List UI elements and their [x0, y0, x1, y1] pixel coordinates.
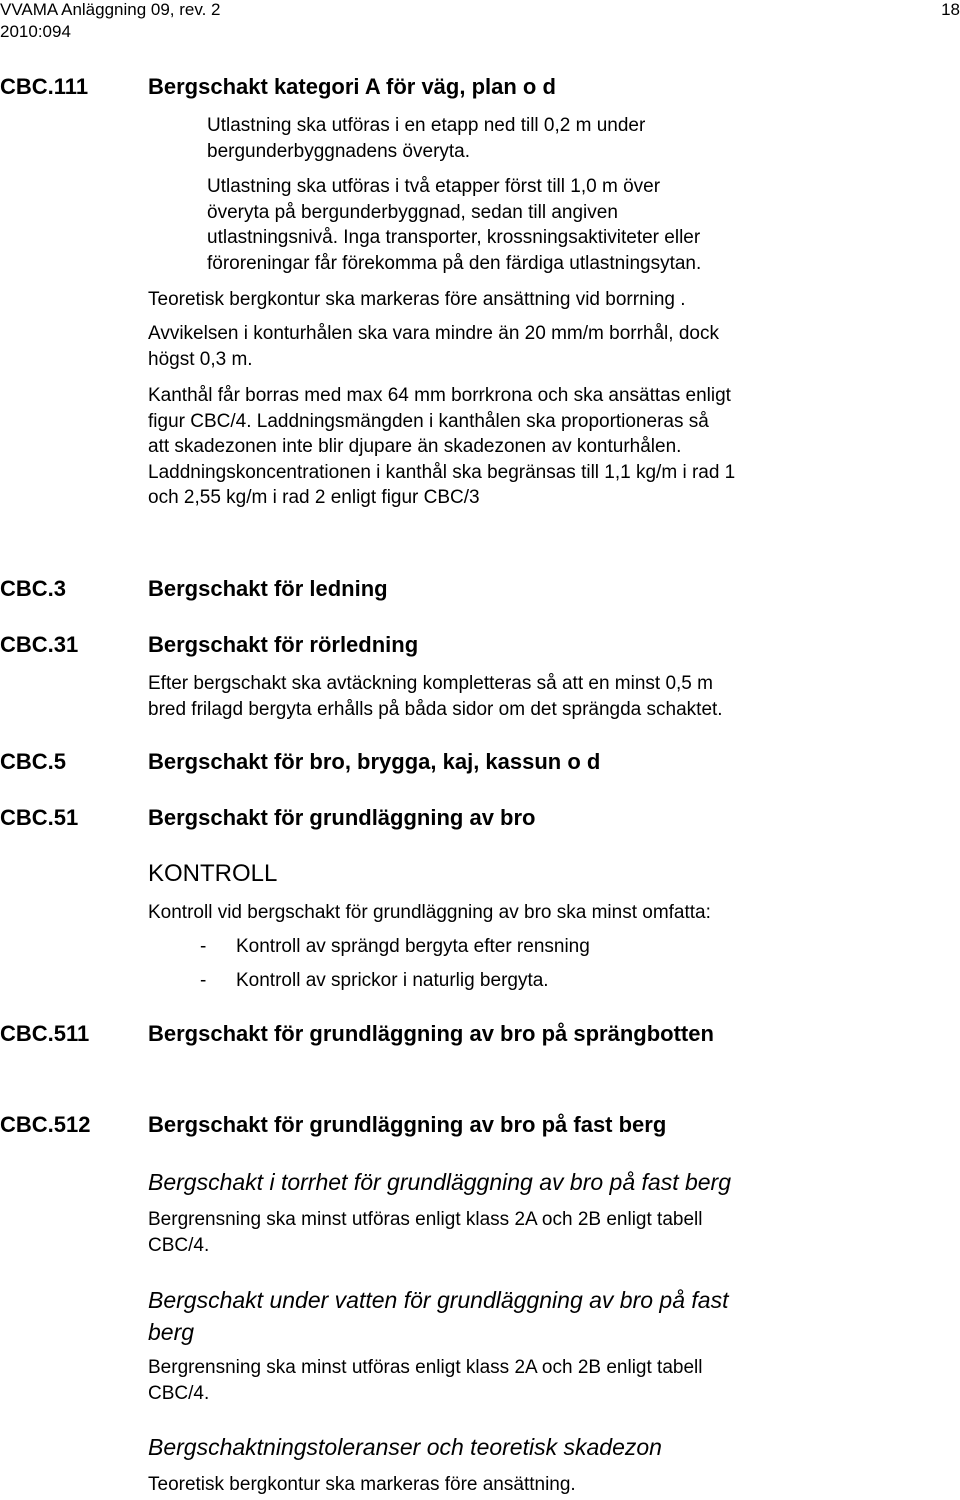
text-line: utlastningsnivå. Inga transporter, krossningsaktiviteter eller [207, 227, 701, 248]
section-code: CBC.51 [0, 805, 79, 830]
section-title: Bergschakt för ledning [148, 576, 388, 601]
text-line: Laddningskoncentrationen i kanthål ska begränsas till 1,1 kg/m i rad 1 [148, 461, 736, 483]
text-line: figur CBC/4. Laddningsmängden i kanthålen ska proportioneras så [148, 410, 709, 432]
section-title: Bergschakt för grundläggning av bro [148, 805, 536, 830]
kontroll-heading: KONTROLL [148, 860, 278, 887]
paragraph [148, 383, 735, 511]
list-item: Kontroll av sprickor i naturlig bergyta. [236, 970, 549, 991]
paragraph [148, 1355, 702, 1406]
paragraph [148, 1207, 702, 1258]
text-line: CBC/4. [148, 1234, 210, 1256]
text-line: och 2,55 kg/m i rad 2 enligt figur CBC/3 [148, 487, 480, 508]
indented-paragraph [207, 113, 701, 276]
text-line: bergunderbyggnadens överyta. [207, 140, 471, 162]
section-code: CBC.3 [0, 576, 67, 601]
text-line: berg [148, 1319, 195, 1345]
text-line: Bergrensning ska minst utföras enligt klass 2A och 2B enligt tabell [148, 1357, 703, 1378]
text-line: Bergrensning ska minst utföras enligt klass 2A och 2B enligt tabell [148, 1209, 703, 1230]
section-title: Bergschakt kategori A för väg, plan o d [148, 74, 556, 99]
subsection-title: Bergschaktningstoleranser och teoretisk skadezon [148, 1434, 662, 1460]
paragraph: Teoretisk bergkontur ska markeras före ansättning vid borrning . [148, 289, 686, 310]
text-line: högst 0,3 m. [148, 348, 253, 370]
section-title: Bergschakt för bro, brygga, kaj, kassun o d [148, 749, 601, 774]
list-item-dash: - [200, 970, 207, 991]
section-title: Bergschakt för grundläggning av bro på sprängbotten [148, 1021, 714, 1046]
header-document-title: VVAMA Anläggning 09, rev. 2 [0, 0, 221, 19]
text-line: Bergschakt under vatten för grundläggning av bro på fast [148, 1287, 729, 1313]
text-line: föroreningar får förekomma på den färdiga utlastningsytan. [207, 252, 702, 274]
text-line: Utlastning ska utföras i en etapp ned till 0,2 m under [207, 115, 646, 136]
paragraph [148, 321, 719, 372]
section-title: Bergschakt för grundläggning av bro på fast berg [148, 1112, 667, 1137]
text-line: bred frilagd bergyta erhålls på båda sidor om det sprängda schaktet. [148, 698, 723, 720]
subsection-title: Bergschakt i torrhet för grundläggning av bro på fast berg [148, 1169, 732, 1195]
paragraph: Kontroll vid bergschakt för grundläggning av bro ska minst omfatta: [148, 902, 711, 923]
list-item-dash: - [200, 936, 207, 957]
paragraph [148, 671, 723, 722]
page-number: 18 [941, 0, 960, 19]
subsection-title [148, 1284, 728, 1348]
paragraph: Teoretisk bergkontur ska markeras före ansättning. [148, 1474, 576, 1495]
text-line: överyta på bergunderbyggnad, sedan till angiven [207, 201, 618, 223]
text-line: Kanthål får borras med max 64 mm borrkrona och ska ansättas enligt [148, 385, 731, 406]
section-code: CBC.511 [0, 1021, 90, 1046]
text-line: Utlastning ska utföras i två etapper först till 1,0 m över [207, 176, 661, 197]
section-code: CBC.111 [0, 74, 89, 99]
section-code: CBC.512 [0, 1112, 91, 1137]
text-line: Efter bergschakt ska avtäckning kompletteras så att en minst 0,5 m [148, 673, 713, 694]
section-title: Bergschakt för rörledning [148, 632, 419, 657]
text-line: att skadezonen inte blir djupare än skadezonen av konturhålen. [148, 436, 682, 457]
section-code: CBC.31 [0, 632, 79, 657]
text-line: Avvikelsen i konturhålen ska vara mindre än 20 mm/m borrhål, dock [148, 323, 719, 344]
text-line: CBC/4. [148, 1382, 210, 1404]
list-item: Kontroll av sprängd bergyta efter rensning [236, 936, 590, 957]
header-document-number: 2010:094 [0, 22, 71, 41]
section-code: CBC.5 [0, 749, 67, 774]
